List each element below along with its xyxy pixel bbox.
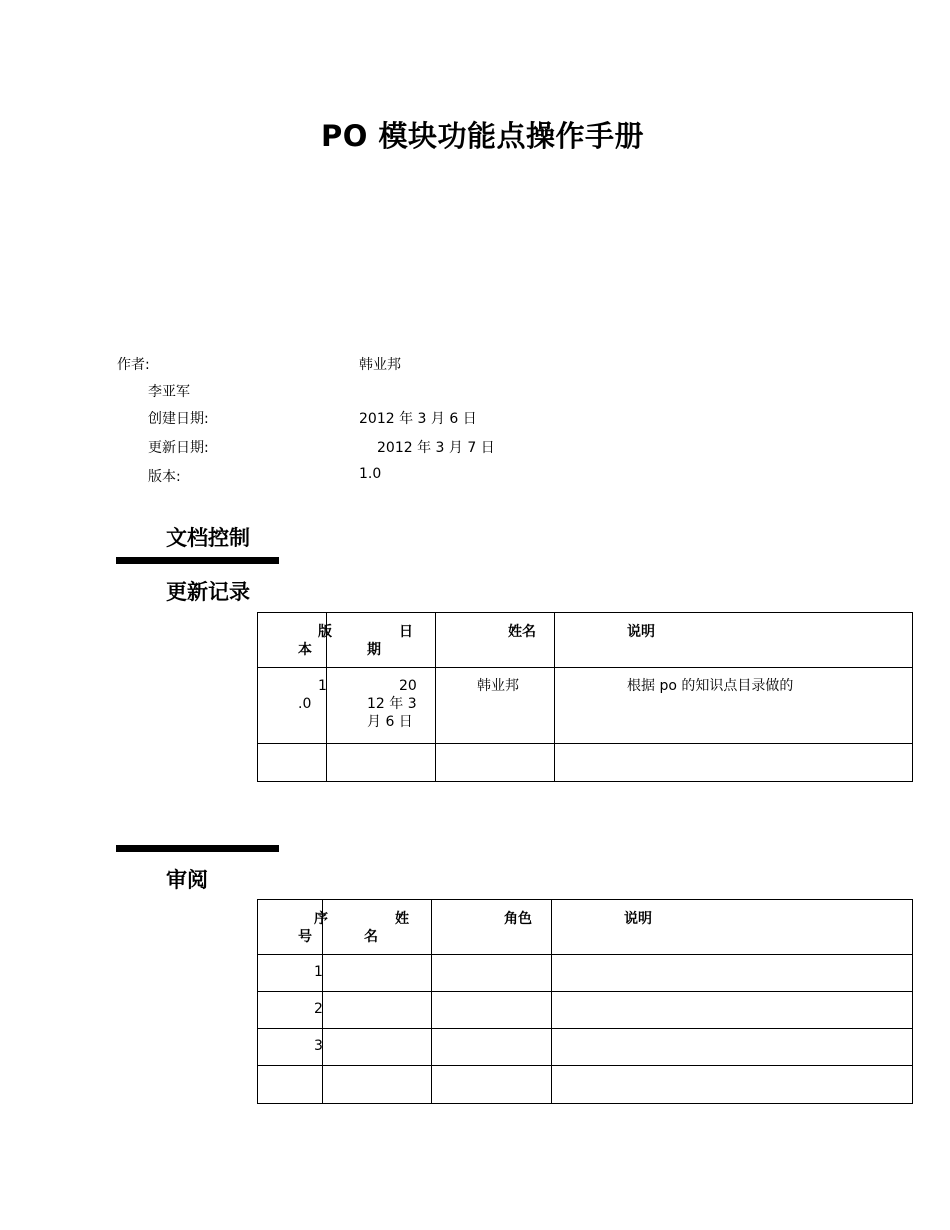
- version-cell: [258, 668, 327, 744]
- empty-cell: [552, 1066, 913, 1104]
- header-cell-description: [555, 613, 913, 668]
- doc-control-heading: 文档控制: [166, 526, 250, 550]
- empty-cell: [552, 955, 913, 992]
- table-header-row: [258, 900, 913, 955]
- header-cell-version: [258, 613, 332, 668]
- header-cell-seq: [258, 900, 328, 955]
- header-cell-role: [432, 900, 552, 955]
- created-date-value: 2012 年 3 月 6 日: [359, 411, 477, 427]
- empty-cell: [555, 744, 913, 782]
- version-label: 版本:: [148, 469, 181, 485]
- empty-cell: [432, 1066, 552, 1104]
- table-row: [258, 1029, 913, 1066]
- header-cell-name: [323, 900, 432, 955]
- description-cell: [555, 668, 913, 744]
- updated-date-value: 2012 年 3 月 7 日: [377, 440, 495, 456]
- empty-cell: [323, 992, 432, 1029]
- section-rule: [116, 557, 279, 564]
- empty-cell: [258, 1066, 323, 1104]
- section-rule: [116, 845, 279, 852]
- empty-cell: [552, 1029, 913, 1066]
- table-row: [258, 955, 913, 992]
- header-version-char1: 版: [318, 624, 332, 640]
- row-version-part2: .0: [298, 696, 312, 712]
- author-value: 韩业邦: [359, 357, 401, 373]
- table-row: [258, 668, 913, 744]
- table-row: [258, 744, 913, 782]
- table-row: [258, 992, 913, 1029]
- empty-cell: [432, 955, 552, 992]
- empty-cell: [552, 992, 913, 1029]
- row-seq: 2: [314, 1001, 323, 1017]
- updated-date-label: 更新日期:: [148, 440, 209, 456]
- table-row: [258, 1066, 913, 1104]
- review-table: [257, 899, 913, 1104]
- date-cell: [327, 668, 436, 744]
- name-cell: [436, 668, 555, 744]
- header-seq-char2: 号: [298, 929, 312, 945]
- header-version-char2: 本: [298, 642, 312, 658]
- row-seq: 1: [314, 964, 323, 980]
- empty-cell: [323, 1029, 432, 1066]
- header-cell-description: [552, 900, 913, 955]
- row-version-part1: 1: [318, 678, 327, 694]
- row-date-part1: 20: [399, 678, 417, 694]
- document-title: PO 模块功能点操作手册: [320, 119, 644, 153]
- empty-cell: [432, 1029, 552, 1066]
- change-record-table: [257, 612, 913, 782]
- empty-cell: [323, 955, 432, 992]
- header-name-char1: 姓: [395, 911, 409, 927]
- version-value: 1.0: [359, 466, 382, 482]
- empty-cell: [436, 744, 555, 782]
- header-name: 姓名: [508, 624, 536, 640]
- header-date-char1: 日: [399, 624, 413, 640]
- review-heading: 审阅: [166, 868, 208, 892]
- header-description: 说明: [627, 624, 655, 640]
- header-description: 说明: [624, 911, 652, 927]
- seq-cell: [258, 992, 323, 1029]
- header-date-char2: 期: [367, 642, 381, 658]
- second-author: 李亚军: [148, 384, 190, 400]
- row-description: 根据 po 的知识点目录做的: [627, 678, 794, 694]
- header-cell-name: [436, 613, 555, 668]
- header-role: 角色: [504, 911, 532, 927]
- row-date-part3: 月 6 日: [367, 714, 413, 730]
- empty-cell: [432, 992, 552, 1029]
- header-name-char2: 名: [364, 929, 378, 945]
- change-record-heading: 更新记录: [166, 580, 250, 604]
- header-seq-char1: 序: [314, 911, 328, 927]
- empty-cell: [258, 744, 327, 782]
- empty-cell: [327, 744, 436, 782]
- table-header-row: [258, 613, 913, 668]
- header-cell-date: [327, 613, 436, 668]
- empty-cell: [323, 1066, 432, 1104]
- row-name: 韩业邦: [477, 678, 519, 694]
- row-seq: 3: [314, 1038, 323, 1054]
- created-date-label: 创建日期:: [148, 411, 209, 427]
- row-date-part2: 12 年 3: [367, 696, 417, 712]
- seq-cell: [258, 1029, 323, 1066]
- seq-cell: [258, 955, 323, 992]
- author-label: 作者:: [117, 357, 150, 373]
